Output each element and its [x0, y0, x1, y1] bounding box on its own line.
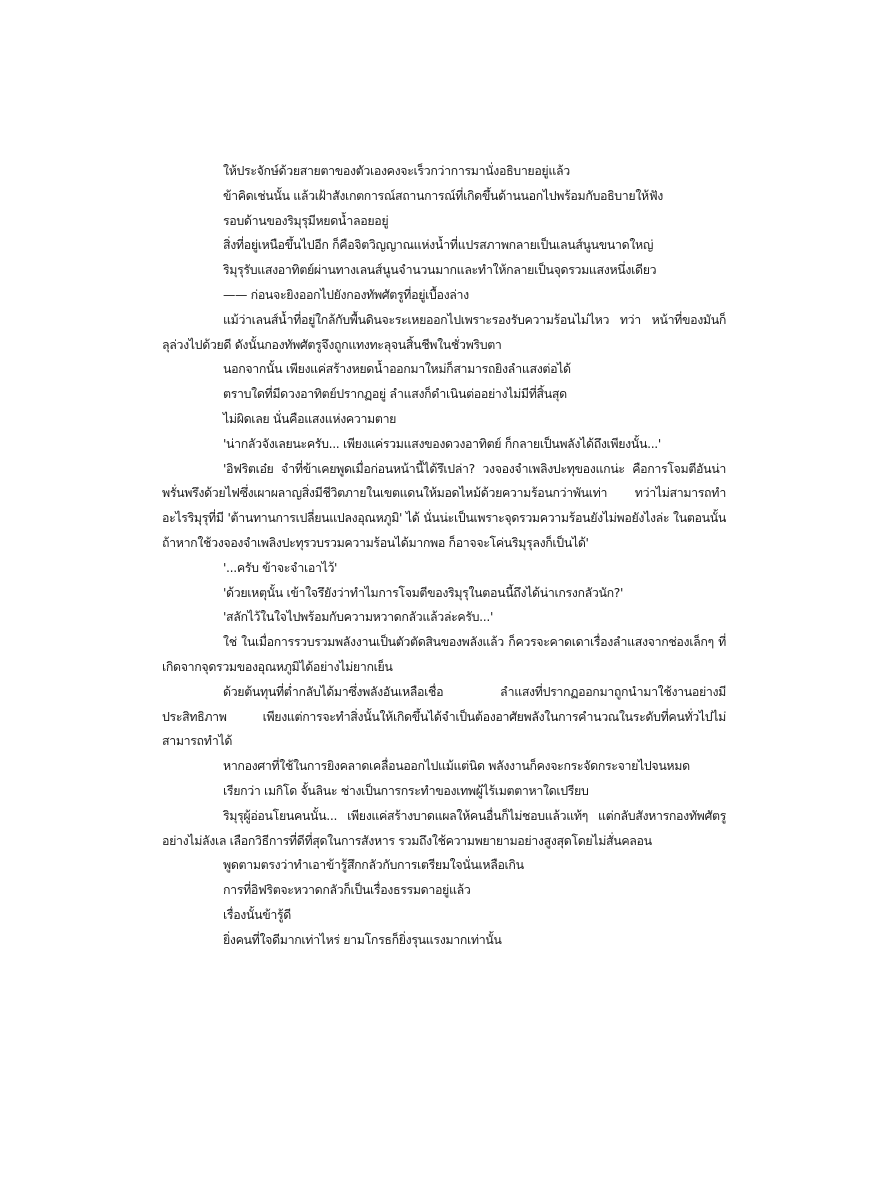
paragraph: ใช่ ในเมื่อการรวบรวมพลังงานเป็นตัวตัดสินของพลังแล้ว ก็ควรจะคาดเดาเรื่องลำแสงจากช่องเล็กๆ ที่เกิดจากจุดรวมของอุณหภูมิได้อย่างไม่ยากเย็น — [162, 634, 726, 674]
paragraph: ให้ประจักษ์ด้วยสายตาของตัวเองคงจะเร็วกว่าการมานั่งอธิบายอยู่แล้ว — [223, 163, 570, 178]
paragraph: เรื่องนั้นข้ารู้ดี — [223, 906, 291, 922]
paragraph: รอบด้านของริมุรุมีหยดน้ำลอยอยู่ — [223, 212, 389, 228]
paragraph: การที่อิฟริตจะหวาดกลัวก็เป็นเรื่องธรรมดาอยู่แล้ว — [223, 882, 471, 898]
paragraph: หากองศาที่ใช้ในการยิงคลาดเคลื่อนออกไปแม้แต่นิด พลังงานก็คงจะกระจัดกระจายไปจนหมด — [223, 758, 690, 774]
paragraph: ริมุรุรับแสงอาทิตย์ผ่านทางเลนส์นูนจำนวนมากและทำให้กลายเป็นจุดรวมแสงหนึ่งเดียว — [223, 262, 657, 278]
paragraph: '...ครับ ข้าจะจำเอาไว้' — [223, 559, 338, 575]
paragraph: 'อิฟริตเอ๋ย จำที่ข้าเคยพูดเมื่อก่อนหน้านี้ได้รึเปล่า? วงจองจำเพลิงปะทุของแกน่ะ คือการโจมตีอันน่าพรั่นพรึงด้วยไฟซึ่งเผาผลาญสิ่งมีชีวิตภายในเขตแดนให้มอดไหม้ด้วยความร้อนกว่าพันเท่า ทว่าไม่สามารถทำอะไรริมุรุที่มี 'ต้านทานการเปลี่ยนแปลงอุณหภูมิ' ได้ นั่นน่ะเป็นเพราะจุดรวมความร้อนยังไม่พอยังไงล่ะ ในตอนนั้นถ้าหากใช้วงจองจำเพลิงปะทุรวบรวมความร้อนได้มากพอ ก็อาจจะโค่นริมุรุลงก็เป็นได้' — [162, 460, 726, 550]
paragraph: —— ก่อนจะยิงออกไปยังกองทัพศัตรูที่อยู่เบื้องล่าง — [223, 286, 469, 302]
body-text — [162, 159, 726, 953]
paragraph: เรียกว่า เมกิโด จั้นลินะ ช่างเป็นการกระทำของเทพผู้ไร้เมตตาหาใดเปรียบ — [223, 782, 589, 798]
paragraph: 'ด้วยเหตุนั้น เข้าใจรึยังว่าทำไมการโจมตีของริมุรุในตอนนี้ถึงได้น่าเกรงกลัวนัก?' — [223, 584, 624, 600]
paragraph: ข้าคิดเช่นนั้น แล้วเฝ้าสังเกตการณ์สถานการณ์ที่เกิดขึ้นด้านนอกไปพร้อมกับอธิบายให้ฟัง — [223, 187, 663, 203]
paragraph: 'น่ากลัวจังเลยนะครับ... เพียงแค่รวมแสงของดวงอาทิตย์ ก็กลายเป็นพลังได้ถึงเพียงนั้น...' — [223, 435, 661, 451]
paragraph: พูดตามตรงว่าทำเอาข้ารู้สึกกลัวกับการเตรียมใจนั่นเหลือเกิน — [223, 857, 524, 873]
paragraph: นอกจากนั้น เพียงแค่สร้างหยดน้ำออกมาใหม่ก็สามารถยิงลำแสงต่อได้ — [223, 361, 571, 377]
paragraph: ยิ่งคนที่ใจดีมากเท่าไหร่ ยามโกรธก็ยิ่งรุนแรงมากเท่านั้น — [223, 931, 502, 947]
paragraph: สิ่งที่อยู่เหนือขึ้นไปอีก ก็คือจิตวิญญาณแห่งน้ำที่แปรสภาพกลายเป็นเลนส์นูนขนาดใหญ่ — [223, 237, 654, 253]
paragraph: ตราบใดที่มีดวงอาทิตย์ปรากฏอยู่ ลำแสงก็ดำเนินต่ออย่างไม่มีที่สิ้นสุด — [223, 386, 567, 402]
paragraph: ริมุรุผู้อ่อนโยนคนนั้น... เพียงแค่สร้างบาดแผลให้คนอื่นก็ไม่ชอบแล้วแท้ๆ แต่กลับสังหารกองทัพศัตรูอย่างไม่ลังเล เลือกวิธีการที่ดีที่สุดในการสังหาร รวมถึงใช้ความพยายามอย่างสูงสุดโดยไม่สั่นคลอน — [162, 807, 726, 848]
paragraph: 'สลักไว้ในใจไปพร้อมกับความหวาดกลัวแล้วล่ะครับ...' — [223, 609, 493, 625]
paragraph: ไม่ผิดเลย นั่นคือแสงแห่งความตาย — [223, 410, 397, 426]
paragraph: ด้วยต้นทุนที่ต่ำกลับได้มาซึ่งพลังอันเหลือเชื่อ ลำแสงที่ปรากฏออกมาถูกนำมาใช้งานอย่างมีประสิทธิภาพ เพียงแต่การจะทำสิ่งนั้นให้เกิดขึ้นได้จำเป็นต้องอาศัยพลังในการคำนวณในระดับที่คนทั่วไปไม่สามารถทำได้ — [162, 683, 726, 749]
paragraph: แม้ว่าเลนส์น้ำที่อยู่ใกล้กับพื้นดินจะระเหยออกไปเพราะรองรับความร้อนไม่ไหว ทว่า หน้าที่ของมันก็ลุล่วงไปด้วยดี ดังนั้นกองทัพศัตรูจึงถูกแทงทะลุจนสิ้นชีพในชั่วพริบตา — [162, 311, 726, 352]
